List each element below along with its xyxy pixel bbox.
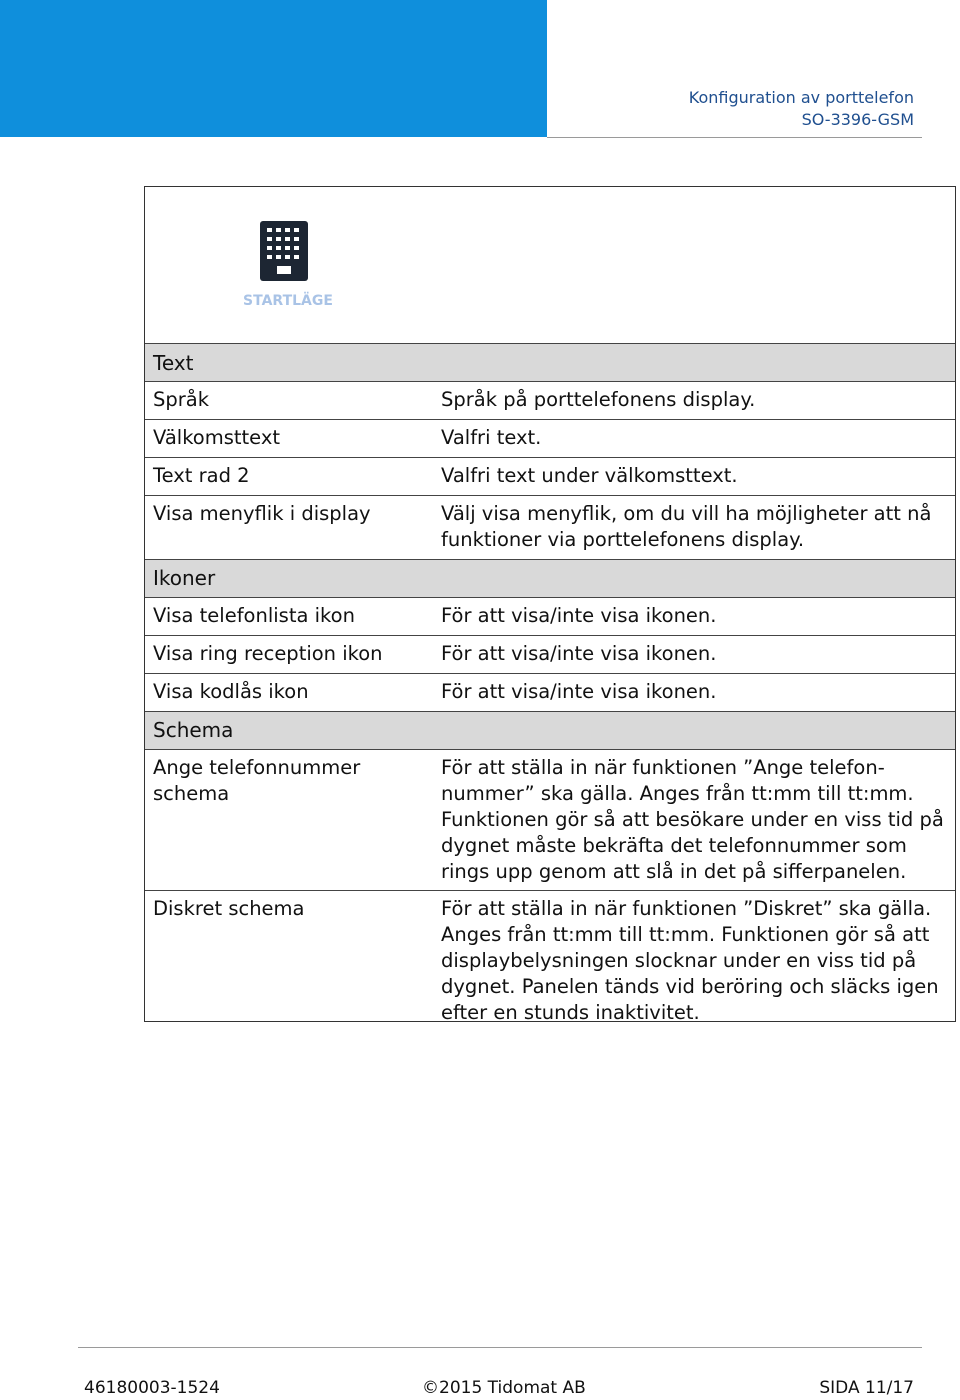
header-divider — [547, 137, 922, 138]
setting-label: Visa ring reception ikon — [153, 642, 383, 665]
setting-description: Valfri text. — [441, 426, 542, 449]
setting-label: Visa menyflik i display — [153, 502, 371, 525]
footer-copyright: ©2015 Tidomat AB — [422, 1378, 586, 1398]
header-color-band — [0, 0, 547, 137]
setting-label: Visa kodlås ikon — [153, 680, 309, 703]
table-row — [145, 381, 955, 419]
setting-label: Ange telefonnummer schema — [153, 756, 361, 805]
section-title: Ikoner — [153, 566, 216, 590]
header-model: SO-3396-GSM — [801, 110, 914, 129]
setting-description: För att visa/inte visa ikonen. — [441, 680, 717, 703]
section-header-icons — [145, 559, 955, 597]
setting-description: Välj visa menyflik, om du vill ha möjligheter att nå funktioner via porttelefonens display. — [441, 502, 932, 551]
table-row — [145, 749, 955, 890]
setting-description: För att visa/inte visa ikonen. — [441, 642, 717, 665]
footer-divider — [78, 1347, 922, 1348]
building-icon — [260, 221, 308, 281]
section-header-schedule — [145, 711, 955, 749]
setting-description: Språk på porttelefonens display. — [441, 388, 756, 411]
table-row — [145, 419, 955, 457]
page-header — [689, 87, 914, 131]
setting-label: Välkomsttext — [153, 426, 281, 449]
setting-label: Språk — [153, 388, 210, 411]
setting-label: Text rad 2 — [153, 464, 250, 487]
table-row — [145, 495, 955, 559]
setting-description: För att ställa in när funktionen ”Ange telefon-nummer” ska gälla. Anges från tt:mm till tt:mm. Funktionen gör så att besökare under en viss tid på dygnet måste bekräfta det telefonnummer som rings upp genom att slå in det på sifferpanelen. — [441, 756, 944, 883]
footer-doc-number: 46180003-1524 — [84, 1378, 220, 1398]
logo-label: STARTLÄGE — [243, 293, 333, 309]
settings-table — [145, 343, 955, 1030]
table-row — [145, 635, 955, 673]
header-title: Konfiguration av porttelefon — [688, 88, 914, 107]
settings-panel — [144, 186, 956, 1022]
section-title: Schema — [153, 718, 234, 742]
setting-label: Visa telefonlista ikon — [153, 604, 355, 627]
setting-label: Diskret schema — [153, 897, 305, 920]
setting-description: För att visa/inte visa ikonen. — [441, 604, 717, 627]
table-row — [145, 890, 955, 1030]
start-mode-logo — [243, 221, 333, 321]
setting-description: För att ställa in när funktionen ”Diskret” ska gälla. Anges från tt:mm till tt:mm. Funktionen gör så att displaybelysningen slocknar under en viss tid på dygnet. Panelen tänds vid beröring och släcks igen efter en stunds inaktivitet. — [441, 897, 939, 1024]
table-row — [145, 673, 955, 711]
section-title: Text — [153, 351, 194, 375]
table-row — [145, 457, 955, 495]
footer-page-number: SIDA 11/17 — [819, 1378, 914, 1398]
section-header-text — [145, 343, 955, 381]
setting-description: Valfri text under välkomsttext. — [441, 464, 738, 487]
table-row — [145, 597, 955, 635]
